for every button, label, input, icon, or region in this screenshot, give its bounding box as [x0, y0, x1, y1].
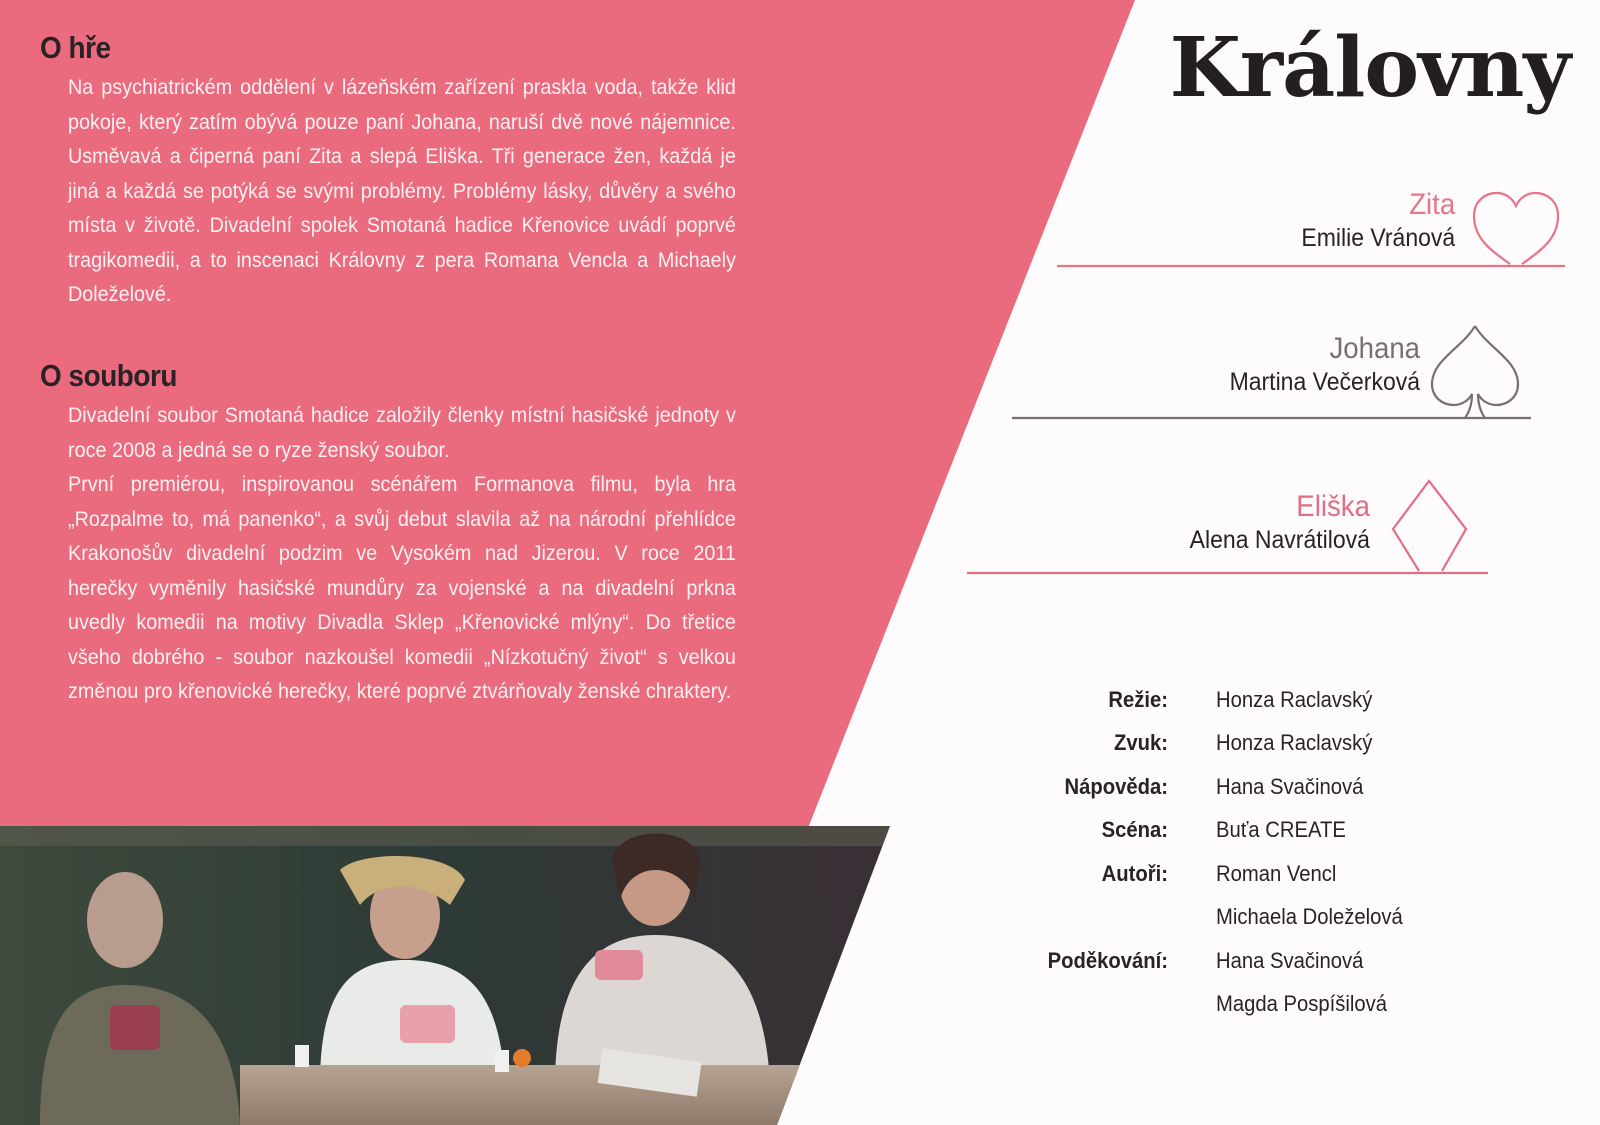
credit-row-podekovani — [1010, 939, 1419, 983]
paragraph: První premiérou, inspirovanou scénářem Formanova filmu, byla hra „Rozpalme to, má panenko“, a svůj debut slavila až na národní přehlídce Krakonošův divadelní podzim ve Vysokém nad Jizerou. V roce 2011 herečky vyměnily hasičské mundůry za vojenské a na divadelní prkna uvedly komedii na motivy Divadla Sklep „Křenovické mlýny“. Do třetice všeho dobrého - soubor nazkoušel komedii „Nízkotučný život“ s velkou změnou pro křenovické herečky, které poprvé ztvárňovaly ženské chraktery. — [68, 472, 736, 703]
credit-value: Roman Vencl — [1216, 860, 1337, 886]
section-heading-o-hre: O hře — [40, 30, 111, 65]
section-heading-o-souboru: O souboru — [40, 358, 177, 393]
credit-label: Scéna: — [1101, 817, 1168, 843]
role-actor: Emilie Vránová — [1301, 224, 1455, 252]
role-actor: Martina Večerková — [1229, 368, 1420, 396]
credit-row-autori — [1010, 852, 1419, 896]
credit-label: Zvuk: — [1114, 730, 1168, 756]
role-name: Eliška — [1296, 490, 1370, 523]
credit-row-zvuk — [1010, 722, 1419, 766]
credit-value: Hana Svačinová — [1216, 773, 1364, 799]
paragraph: Divadelní soubor Smotaná hadice založily členky místní hasičské jednoty v roce 2008 a jedná se o ryze ženský soubor. — [68, 403, 736, 462]
credit-value: Magda Pospíšilová — [1216, 991, 1388, 1017]
credit-value: Hana Svačinová — [1216, 947, 1364, 973]
credit-row-scena — [1010, 809, 1419, 853]
paragraph: Na psychiatrickém oddělení v lázeňském zařízení praskla voda, takže klid pokoje, který zatím obývá pouze paní Johana, naruší dvě nové nájemnice. Usměvavá a čiperná paní Zita a slepá Eliška. Tři generace žen, každá je jiná a každá se potýká se svými problémy. Problémy lásky, důvěry a svého místa v životě. Divadelní spolek Smotaná hadice Křenovice uvádí poprvé tragikomedii, a to inscenaci Královny z pera Romana Vencla a Michaely Doleželové. — [68, 75, 736, 306]
diamond-icon — [1393, 481, 1466, 571]
heart-icon — [1474, 193, 1558, 264]
role-eliska — [1190, 490, 1370, 556]
role-johana — [1230, 332, 1420, 398]
credit-row-rezie — [1010, 678, 1419, 722]
role-zita — [1301, 188, 1455, 254]
spade-icon — [1432, 326, 1518, 418]
credit-value: Michaela Doleželová — [1216, 904, 1403, 930]
credits-list — [1010, 678, 1419, 1026]
credit-row-autori-2 — [1010, 896, 1419, 940]
credit-value: Buťa CREATE — [1216, 817, 1346, 843]
role-actor: Alena Navrátilová — [1189, 526, 1370, 554]
credit-value: Honza Raclavský — [1216, 686, 1373, 712]
credit-row-podekovani-2 — [1010, 983, 1419, 1027]
credit-label: Poděkování: — [1047, 947, 1168, 973]
credit-label: Režie: — [1108, 686, 1168, 712]
credit-row-napoveda — [1010, 765, 1419, 809]
credit-label: Nápověda: — [1064, 773, 1168, 799]
page-title: Královny — [1169, 20, 1570, 116]
role-name: Zita — [1408, 188, 1455, 221]
credit-label: Autoři: — [1101, 860, 1168, 886]
role-name: Johana — [1329, 332, 1420, 365]
credit-value: Honza Raclavský — [1216, 730, 1373, 756]
